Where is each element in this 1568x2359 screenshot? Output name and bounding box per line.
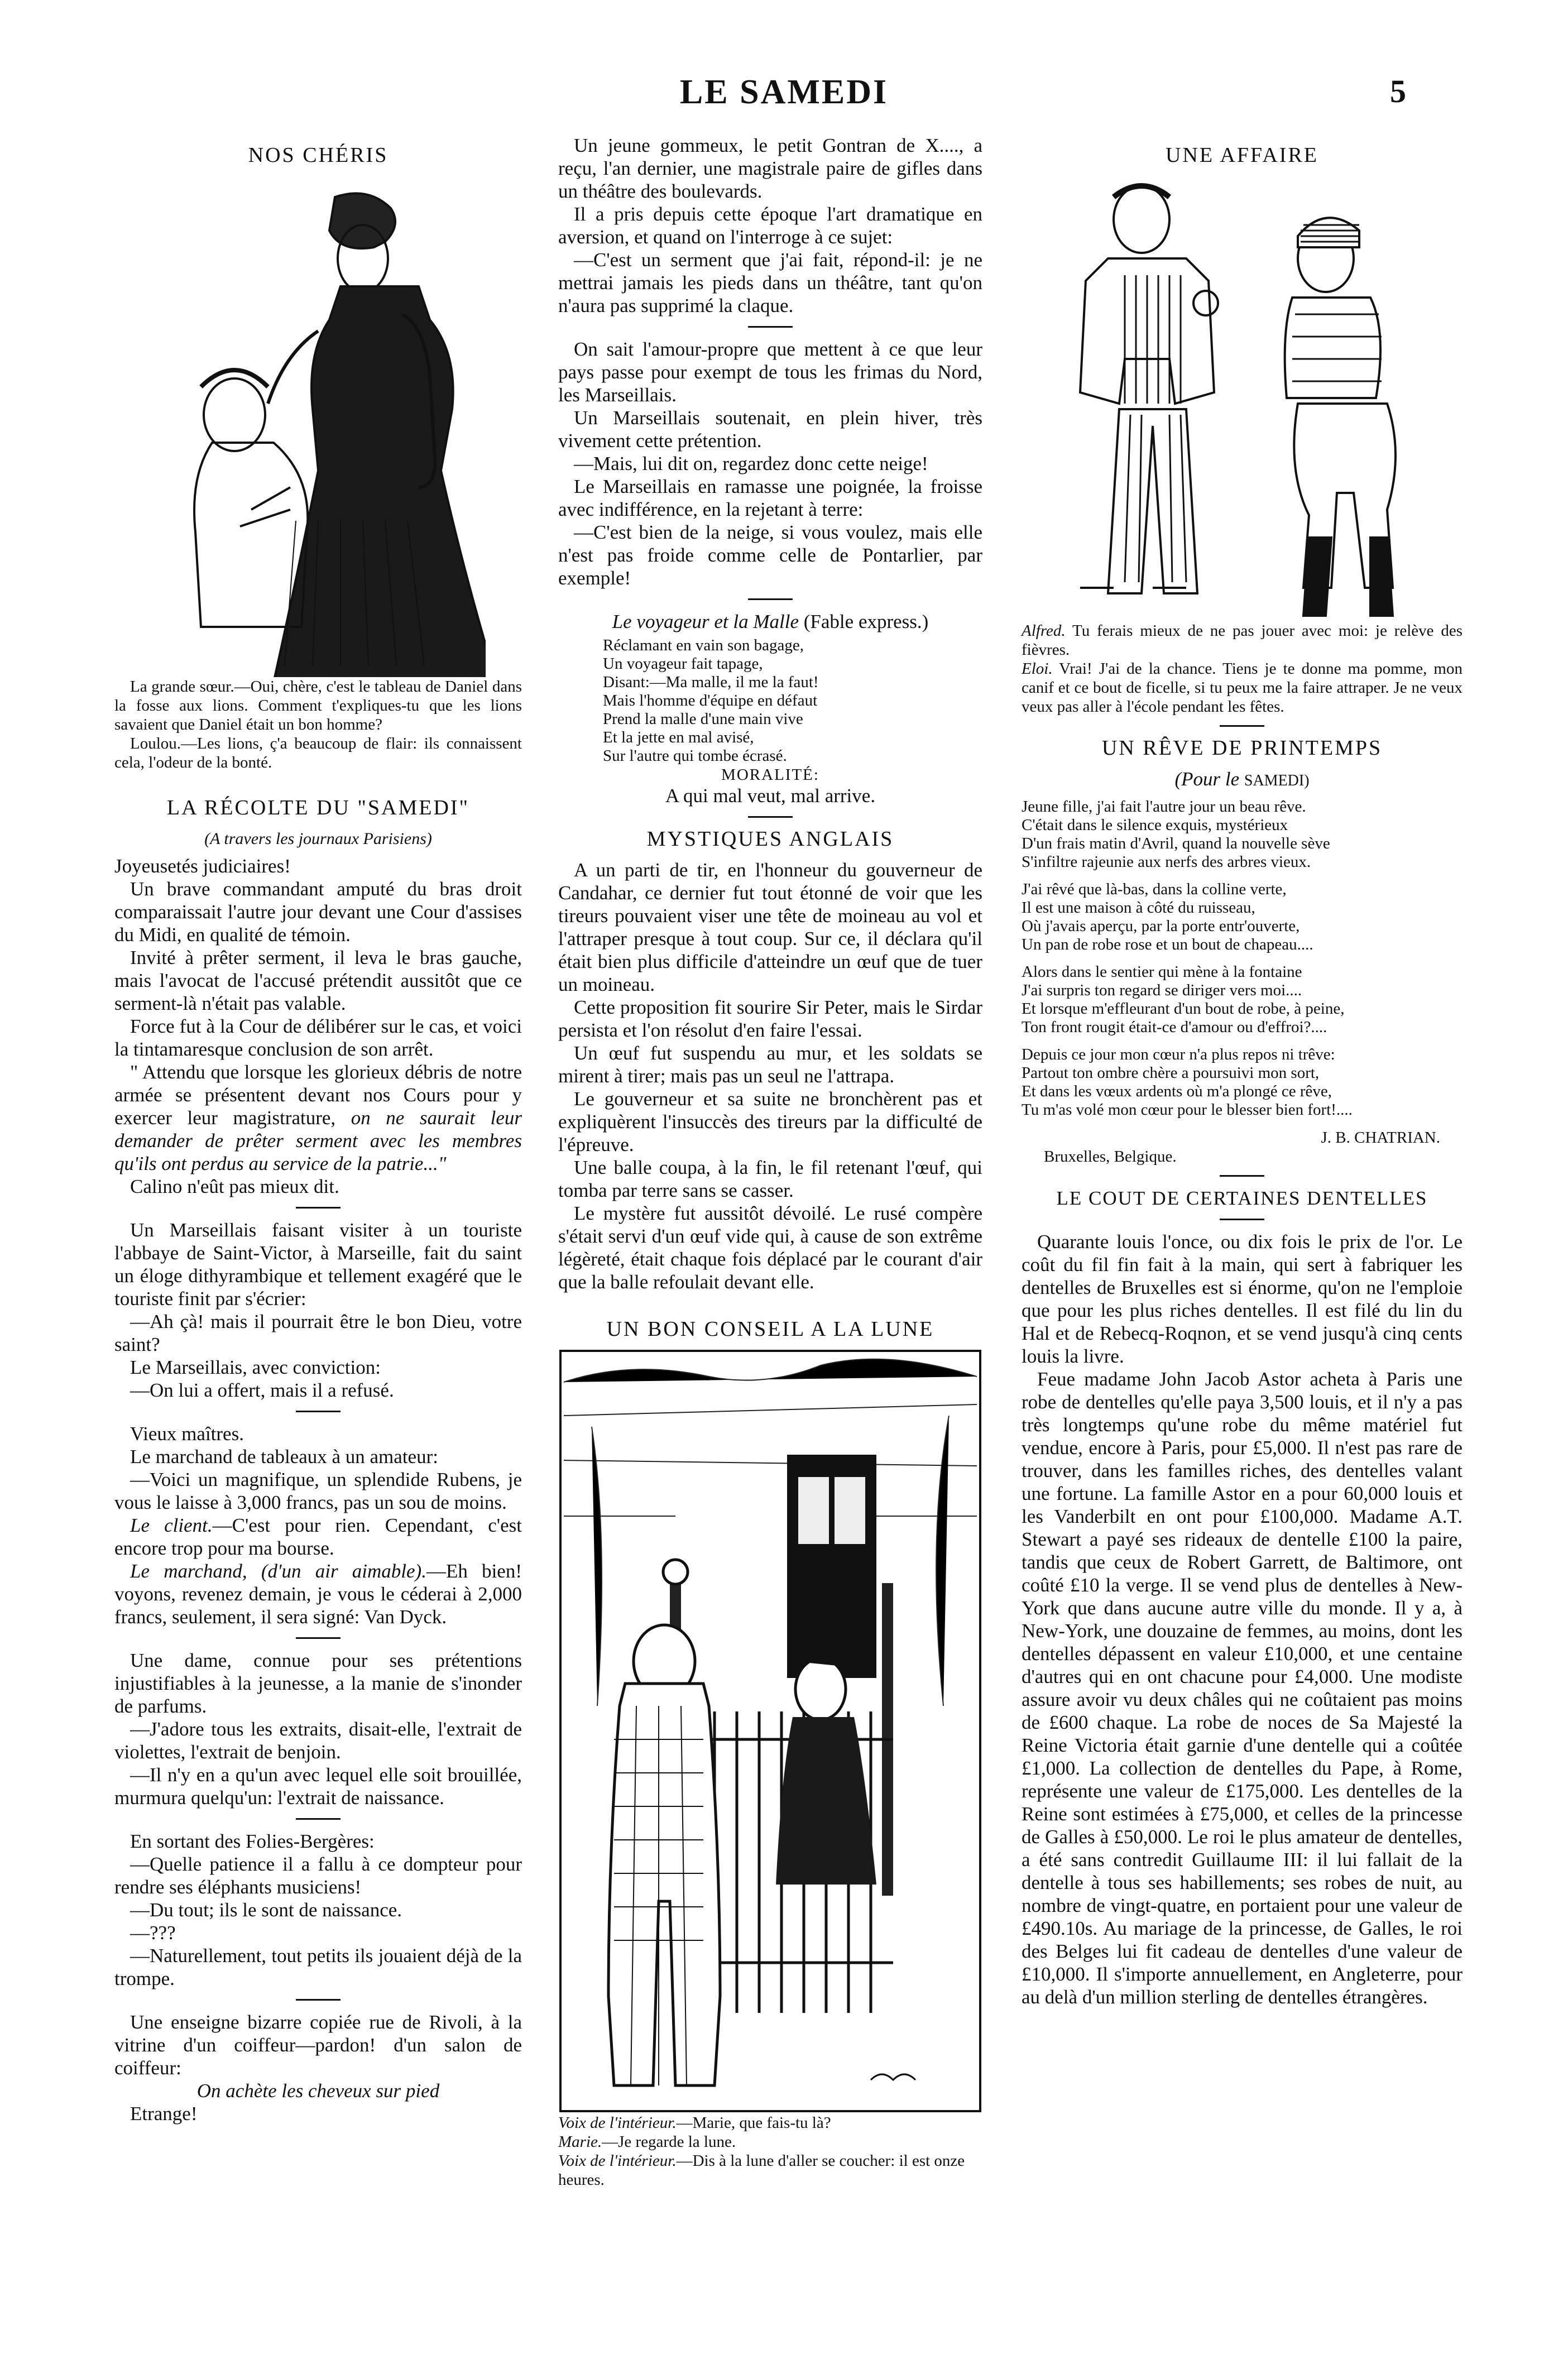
fable-line: Réclamant en vain son bagage,: [603, 636, 804, 654]
poem-line: Tu m'as volé mon cœur pour le blesser bien fort!....: [1022, 1101, 1353, 1119]
fable-title: [558, 610, 982, 633]
nos-cheris-heading: NOS CHÉRIS: [248, 143, 389, 167]
fable-line: Un voyageur fait tapage,: [603, 655, 763, 673]
fable-line: Prend la malle d'une main vive: [603, 710, 803, 728]
reve-signature: J. B. CHATRIAN.: [1321, 1129, 1440, 1147]
poem-line: Partout ton ombre chère a poursuivi mon sort,: [1022, 1064, 1320, 1082]
recolte-p18: —Il n'y en a qu'un avec lequel elle soit brouillée, murmura quelqu'un: l'extrait de naissance.: [114, 1764, 522, 1809]
poem-line: S'infiltre rajeunie aux nerfs des arbres vieux.: [1022, 853, 1311, 871]
recolte-p3: Invité à prêter serment, il leva le bras gauche, mais l'avocat de l'accusé prétendit aussitôt que ce serment-là n'était pas valable.: [114, 947, 522, 1014]
poem-line: Un pan de robe rose et un bout de chapeau....: [1022, 936, 1313, 953]
fable-line: Et la jette en mal avisé,: [603, 728, 754, 746]
nos-cheris-illustration: [151, 175, 486, 677]
reve-subheading-a: (Pour le: [1174, 768, 1240, 790]
recolte-p14: [114, 1514, 522, 1560]
reve-place: Bruxelles, Belgique.: [1044, 1148, 1177, 1166]
fable-title-a: Le voyageur et la Malle: [612, 611, 799, 632]
recolte-p22: —???: [130, 1922, 176, 1944]
recolte-p5b: on ne saurait leur demander de prêter serment avec les membres qu'ils ont perdus au service de la patrie...": [114, 1107, 522, 1174]
fable-line: Disant:—Ma malle, il me la faut!: [603, 673, 819, 691]
bon-conseil-captions: [558, 2113, 982, 2189]
recolte-p25: On achète les cheveux sur pied: [196, 2080, 440, 2102]
recolte-p5a: " Attendu que lorsque les glorieux débris de notre armée se présentent devant nos Cours pour y exercer leur magistrature,: [114, 1061, 522, 1129]
divider: [296, 1411, 341, 1412]
poem-line: J'ai surpris ton regard se diriger vers moi....: [1022, 981, 1302, 999]
fable-line: Mais l'homme d'équipe en défaut: [603, 692, 818, 709]
bon-conseil-caption-3: [558, 2151, 982, 2189]
reve-subheading: [1022, 768, 1462, 792]
mystiques-p3: Un œuf fut suspendu au mur, et les soldats se mirent à tirer; mais pas un seul ne l'attrapa.: [558, 1042, 982, 1087]
reve-stanza-4: [1022, 1046, 1462, 1119]
reve-stanza-2: [1022, 880, 1462, 954]
recolte-heading: LA RÉCOLTE DU "SAMEDI": [166, 796, 470, 819]
column-3: [1022, 134, 1462, 2008]
divider: [748, 326, 793, 328]
mystiques-p6: Le mystère fut aussitôt dévoilé. Le rusé compère s'était servi d'un œuf vide qui, à cause de son extrême légèreté, était chaque fois déplacé par le courant d'air que la balle refoulait devant elle.: [558, 1202, 982, 1293]
dentelles-p1: Quarante louis l'once, ou dix fois le prix de l'or. Le coût du fil fin fait à la main, qui sert à fabriquer les dentelles de Bruxelles est si énorme, qu'on ne l'emploie que pour les plus riches dentelles. Il est filé du lin du Hal et de Rebecq-Roqnon, et se vend jusqu'à cinq cents louis la livre.: [1022, 1231, 1462, 1367]
recolte-p8: —Ah çà! mais il pourrait être le bon Dieu, votre saint?: [114, 1311, 522, 1355]
poem-line: J'ai rêvé que là-bas, dans la colline verte,: [1022, 880, 1287, 898]
nos-cheris-caption-1: La grande sœur.—Oui, chère, c'est le tableau de Daniel dans la fosse aux lions. Comment t'expliques-tu que les lions savaient que Daniel était un bon homme?: [114, 678, 522, 733]
recolte-p16: Une dame, connue pour ses prétentions injustifiables à la jeunesse, a la manie de s'inonder de parfums.: [114, 1650, 522, 1717]
dentelles-p2: Feue madame John Jacob Astor acheta à Paris une robe de dentelles qu'elle paya 3,500 louis, et il n'y a pas très longtemps qu'une robe du même matériel fut vendue, encore à Paris, pour £5,000. Il n'est pas rare de trouver, dans les familles riches, des dentelles valant une fortune. La famille Astor en a pour 60,000 louis et les Vanderbilt en ont pour £100,000. Madame A.T. Stewart a payé ses rideaux de dentelle £100 la paire, tandis que ceux de Robert Garrett, de Baltimore, ont coûté £10 la verge. Il se vend plus de dentelles à New-York que dans aucune autre ville du monde. Il y a, à New-York, une douzaine de femmes, au moins, dont les dentelles dépassent en valeur £10,000, et une centaine d'autres qui en ont chacune pour £4,000. Une modiste assure avoir vu deux châles qui ne coûtaient pas moins de £600 chaque. La robe de noces de Sa Majesté la Reine Victoria était garnie d'une dentelle qui a coûtée £1,000. La collection de dentelles du Pape, à Rome, représente une valeur de £175,000. Les dentelles de la Reine sont estimées à £75,000, et celles de la princesse de Galles à £50,000. Le roi le plus amateur de dentelles, a été sans contredit Guillaume III: il lui fallait de la dentelle à tous ses habillements; ses robes de nuit, au nombre de vingt-quatre, en portaient pour une valeur de £490.10s. Au mariage de la princesse, de Galles, le roi des Belges lui fit cadeau de dentelles d'une valeur de £10,000. Il s'importe annuellement, en Angleterre, pour au delà d'un million sterling de dentelles étrangères.: [1022, 1368, 1462, 2008]
affaire-heading: UNE AFFAIRE: [1165, 143, 1319, 167]
poem-line: Alors dans le sentier qui mène à la fontaine: [1022, 963, 1302, 981]
recolte-p7: Un Marseillais faisant visiter à un touriste l'abbaye de Saint-Victor, à Marseille, fait du saint un éloge dithyrambique et tellement exagéré que le touriste finit par s'écrier:: [114, 1219, 522, 1310]
masthead: [0, 73, 1568, 117]
poem-line: Et dans les vœux ardents où m'a plongé ce rêve,: [1022, 1082, 1332, 1100]
affaire-caption-2a: Eloi.: [1022, 660, 1053, 678]
divider: [296, 1207, 341, 1209]
poem-line: D'un frais matin d'Avril, quand la nouvelle sève: [1022, 835, 1330, 852]
mystiques-p5: Une balle coupa, à la fin, le fil retenant l'œuf, qui tomba par terre sans se casser.: [558, 1157, 982, 1201]
recolte-p10: —On lui a offert, mais il a refusé.: [130, 1379, 394, 1401]
bon-conseil-heading: UN BON CONSEIL A LA LUNE: [606, 1317, 934, 1341]
gommeux-p2: Il a pris depuis cette époque l'art dramatique en aversion, et quand on l'interroge à ce sujet:: [558, 203, 982, 248]
poem-line: Où j'avais aperçu, par la porte entr'ouverte,: [1022, 917, 1300, 935]
poem-line: Jeune fille, j'ai fait l'autre jour un beau rêve.: [1022, 798, 1306, 816]
recolte-p20: —Quelle patience il a fallu à ce dompteur pour rendre ses éléphants musiciens!: [114, 1853, 522, 1898]
recolte-p9: Le Marseillais, avec conviction:: [130, 1356, 381, 1378]
bon-conseil-caption-3b: —Dis à la lune d'aller se coucher: il est onze heures.: [558, 2152, 965, 2189]
mystiques-p1: A un parti de tir, en l'honneur du gouverneur de Candahar, ce dernier fut tout étonné de voir que les tireurs pouvaient viser une tête de moineau au vol et l'attraper presque à tout coup. Sur ce, il déclara qu'il était bien plus difficile d'atteindre un œuf que de tuer un moineau.: [558, 859, 982, 995]
dentelles-heading: LE COUT DE CERTAINES DENTELLES: [1056, 1187, 1428, 1209]
recolte-p1: Joyeusetés judiciaires!: [114, 855, 291, 877]
poem-line: Depuis ce jour mon cœur n'a plus repos ni trêve:: [1022, 1046, 1335, 1063]
bon-conseil-caption-1: [558, 2113, 982, 2132]
recolte-p15b: —Eh bien! voyons, revenez demain, je vous le céderai à 2,000 francs, seulement, il sera signé: Van Dyck.: [114, 1560, 522, 1628]
recolte-p14b: —C'est pour rien. Cependant, c'est encore trop pour ma bourse.: [114, 1514, 522, 1559]
recolte-p13: —Voici un magnifique, un splendide Rubens, je vous le laisse à 3,000 francs, pas un sou de moins.: [114, 1469, 522, 1513]
reve-heading: UN RÊVE DE PRINTEMPS: [1101, 736, 1383, 760]
marseillais-p7: Le Marseillais en ramasse une poignée, la froisse avec indifférence, en la rejetant à terre:: [558, 476, 982, 520]
affaire-caption-1b: Tu ferais mieux de ne pas jouer avec moi: je relève des fièvres.: [1022, 622, 1462, 659]
column-1: [114, 134, 522, 2125]
poem-line: C'était dans le silence exquis, mystérieux: [1022, 816, 1288, 834]
recolte-subheading: (A travers les journaux Parisiens): [204, 830, 432, 848]
bon-conseil-caption-1b: —Marie, que fais-tu là?: [676, 2114, 831, 2132]
fable-verse: [558, 636, 982, 765]
recolte-p24: Une enseigne bizarre copiée rue de Rivoli, à la vitrine d'un coiffeur—pardon! d'un salon de coiffeur:: [114, 2011, 522, 2079]
marseillais-p4: On sait l'amour-propre que mettent à ce que leur pays passe pour exempt de tous les frimas du Nord, les Marseillais.: [558, 338, 982, 406]
divider: [1220, 1175, 1264, 1177]
recolte-p5: [114, 1061, 522, 1175]
divider: [296, 1818, 341, 1820]
divider: [748, 816, 793, 818]
poem-line: Il est une maison à côté du ruisseau,: [1022, 899, 1255, 917]
bon-conseil-caption-3a: Voix de l'intérieur.: [558, 2152, 677, 2170]
nos-cheris-caption-2: Loulou.—Les lions, ç'a beaucoup de flair: ils connaissent cela, l'odeur de la bonté.: [114, 735, 522, 771]
bon-conseil-caption-2a: Marie.: [558, 2133, 602, 2151]
divider: [1220, 1219, 1264, 1220]
reve-stanza-1: [1022, 798, 1462, 871]
recolte-p19: En sortant des Folies-Bergères:: [130, 1830, 375, 1852]
recolte-p23: —Naturellement, tout petits ils jouaient déjà de la trompe.: [114, 1945, 522, 1989]
newspaper-title: LE SAMEDI: [679, 73, 889, 111]
recolte-p15a: Le marchand, (d'un air aimable).: [130, 1560, 426, 1582]
poem-line: Ton front rougit était-ce d'amour ou d'effroi?....: [1022, 1018, 1327, 1036]
reve-poem: [1022, 798, 1462, 1119]
bon-conseil-illustration: [558, 1349, 982, 2113]
page-number: 5: [1390, 73, 1406, 109]
gommeux-p3: —C'est un serment que j'ai fait, répond-il: je ne mettrai jamais les pieds dans un théâtre, tant qu'on n'aura pas supprimé la claque.: [558, 249, 982, 317]
marseillais-p8: —C'est bien de la neige, si vous voulez, mais elle n'est pas froide comme celle de Pontarlier, par exemple!: [558, 521, 982, 589]
fable-morale: A qui mal veut, mal arrive.: [665, 785, 876, 807]
affaire-illustration: [1041, 175, 1443, 621]
recolte-p26: Etrange!: [130, 2103, 198, 2125]
fable-title-b: (Fable express.): [803, 611, 929, 632]
recolte-p4: Force fut à la Cour de délibérer sur le cas, et voici la tintamaresque conclusion de son arrêt.: [114, 1015, 522, 1060]
bon-conseil-caption-2b: —Je regarde la lune.: [602, 2133, 736, 2151]
mystiques-p4: Le gouverneur et sa suite ne bronchèrent pas et expliquèrent l'insuccès des tireurs par la difficulté de l'épreuve.: [558, 1088, 982, 1155]
recolte-p15: [114, 1560, 522, 1628]
column-2: [558, 134, 982, 2189]
recolte-p17: —J'adore tous les extraits, disait-elle, l'extrait de violettes, l'extrait de benjoin.: [114, 1718, 522, 1763]
recolte-p6: Calino n'eût pas mieux dit.: [130, 1176, 339, 1197]
recolte-p2: Un brave commandant amputé du bras droit comparaissait l'autre jour devant une Cour d'assises du Midi, en qualité de témoin.: [114, 878, 522, 946]
poem-line: Et lorsque m'effleurant d'un bout de robe, à peine,: [1022, 1000, 1345, 1018]
affaire-caption-1a: Alfred.: [1022, 622, 1066, 640]
marseillais-p6: —Mais, lui dit on, regardez donc cette neige!: [574, 453, 928, 474]
affaire-caption-2b: Vrai! J'ai de la chance. Tiens je te donne ma pomme, mon canif et ce bout de ficelle, si tu peux me la faire attraper. Je ne veux veux pas aller à l'école pendant les fêtes.: [1022, 660, 1462, 716]
bon-conseil-caption-2: [558, 2132, 982, 2151]
reve-stanza-3: [1022, 963, 1462, 1037]
affaire-caption-2: [1022, 659, 1462, 716]
reve-subheading-b: SAMEDI): [1244, 772, 1310, 789]
recolte-p21: —Du tout; ils le sont de naissance.: [130, 1899, 402, 1921]
divider: [748, 598, 793, 600]
fable-line: Sur l'autre qui tombe écrasé.: [603, 747, 787, 765]
marseillais-p5: Un Marseillais soutenait, en plein hiver, très vivement cette prétention.: [558, 407, 982, 452]
divider: [296, 1637, 341, 1639]
gommeux-p1: Un jeune gommeux, le petit Gontran de X...., a reçu, l'an dernier, une magistrale paire de gifles dans un théâtre des boulevards.: [558, 135, 982, 202]
recolte-p12: Le marchand de tableaux à un amateur:: [130, 1446, 438, 1468]
divider: [1220, 725, 1264, 727]
recolte-p14a: Le client.: [130, 1514, 213, 1536]
affaire-captions: [1022, 621, 1462, 716]
affaire-caption-1: [1022, 621, 1462, 659]
mystiques-p2: Cette proposition fit sourire Sir Peter, mais le Sirdar persista et l'on résolut d'en faire l'essai.: [558, 996, 982, 1041]
recolte-p11: Vieux maîtres.: [130, 1423, 244, 1445]
divider: [296, 1999, 341, 2001]
mystiques-heading: MYSTIQUES ANGLAIS: [646, 827, 894, 851]
bon-conseil-caption-1a: Voix de l'intérieur.: [558, 2114, 677, 2132]
fable-morale-label: MORALITÉ:: [721, 766, 819, 784]
